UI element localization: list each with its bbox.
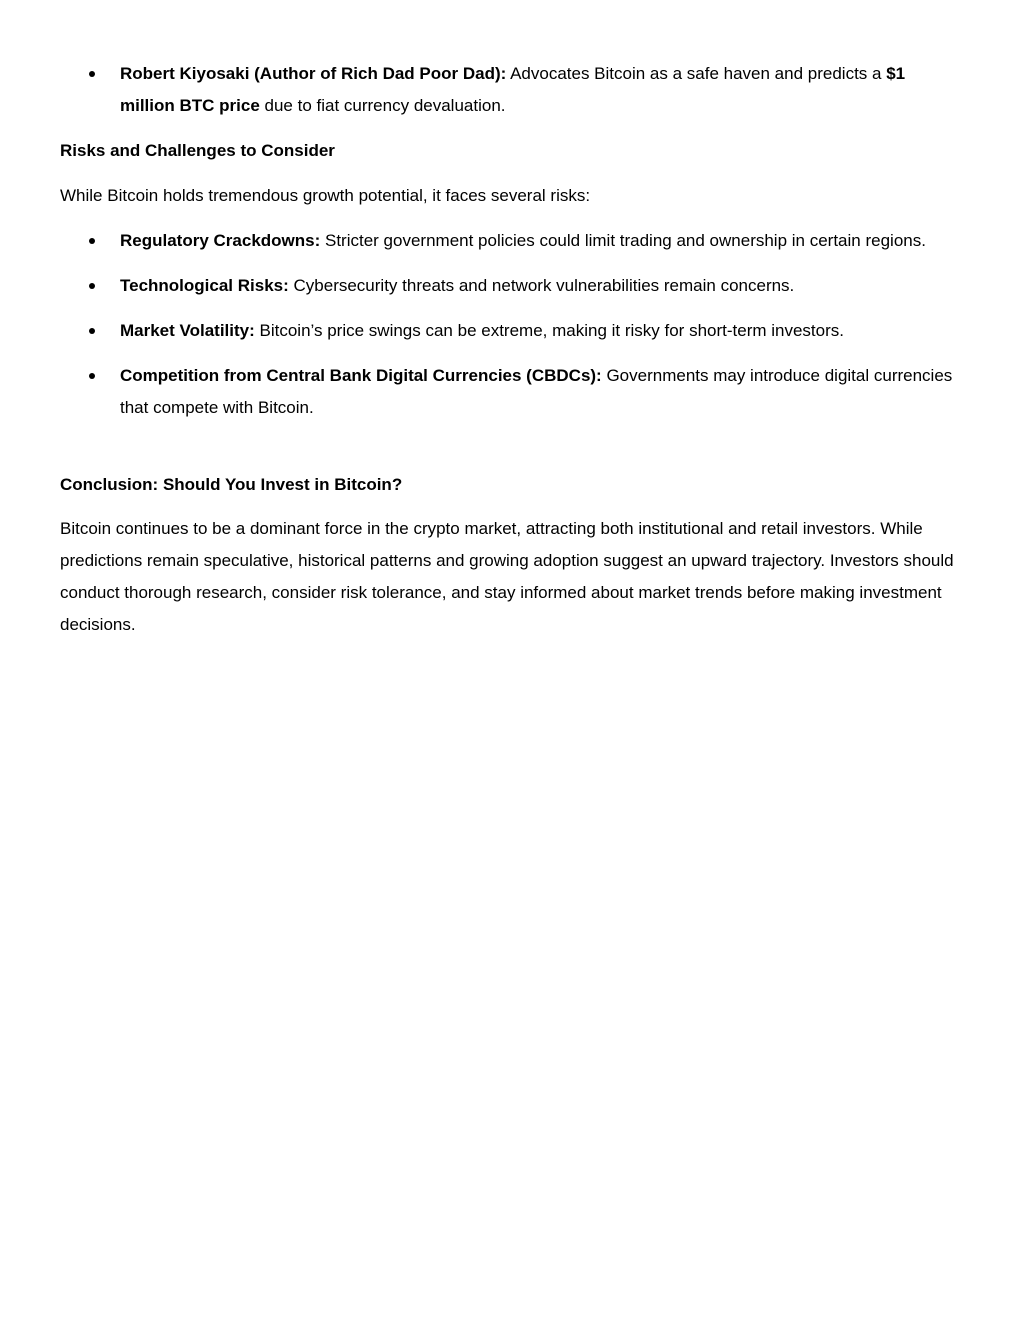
list-item bbox=[60, 315, 960, 347]
list-item-bold: Robert Kiyosaki (Author of Rich Dad Poor Dad): bbox=[120, 64, 507, 83]
list-item-bold: Regulatory Crackdowns: bbox=[120, 231, 321, 250]
list-item-text: Stricter government policies could limit trading and ownership in certain regions. bbox=[320, 231, 926, 250]
intro-bullet-list bbox=[60, 58, 960, 122]
list-item-bold: $1 million BTC price bbox=[120, 64, 906, 115]
list-item bbox=[60, 360, 960, 424]
list-item-bold: Competition from Central Bank Digital Currencies (CBDCs): bbox=[120, 366, 602, 385]
list-item bbox=[60, 225, 960, 257]
section-heading-risks: Risks and Challenges to Consider bbox=[60, 141, 335, 160]
list-item-bold: Market Volatility: bbox=[120, 321, 255, 340]
bullet-icon bbox=[89, 373, 95, 379]
list-item-text: Cybersecurity threats and network vulnerabilities remain concerns. bbox=[288, 276, 795, 295]
list-item-text: Advocates Bitcoin as a safe haven and predicts a bbox=[506, 64, 887, 83]
bullet-icon bbox=[89, 328, 95, 334]
section-heading-conclusion: Conclusion: Should You Invest in Bitcoin? bbox=[60, 475, 403, 494]
list-item-bold: Technological Risks: bbox=[120, 276, 289, 295]
list-item-text: Bitcoin’s price swings can be extreme, making it risky for short-term investors. bbox=[254, 321, 844, 340]
list-item-text: due to fiat currency devaluation. bbox=[259, 96, 506, 115]
bullet-icon bbox=[89, 283, 95, 289]
bullet-icon bbox=[89, 238, 95, 244]
conclusion-body: Bitcoin continues to be a dominant force in the crypto market, attracting both institutional and retail investors. While predictions remain speculative, historical patterns and growing adoption suggest an upward trajectory. Investors should conduct thorough research, consider risk tolerance, and stay informed about market trends before making investment decisions. bbox=[60, 519, 954, 634]
list-item bbox=[60, 270, 960, 302]
risks-intro: While Bitcoin holds tremendous growth potential, it faces several risks: bbox=[60, 186, 591, 205]
bullet-icon bbox=[89, 71, 95, 77]
list-item bbox=[60, 58, 960, 122]
list-item-text: Governments may introduce digital currencies that compete with Bitcoin. bbox=[120, 366, 953, 417]
risks-bullet-list bbox=[60, 225, 960, 424]
